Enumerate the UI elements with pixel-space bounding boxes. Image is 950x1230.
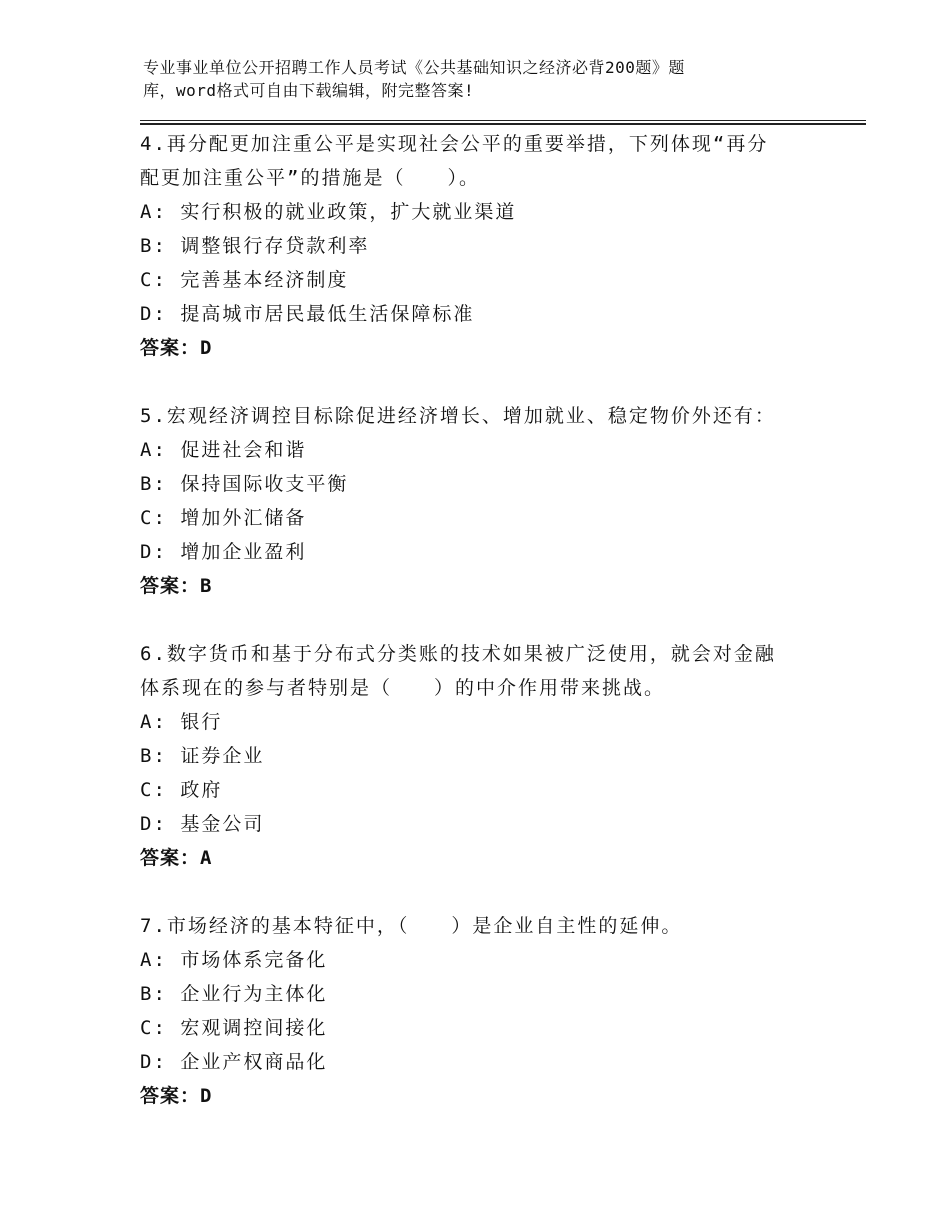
option-a: A: 实行积极的就业政策，扩大就业渠道 — [140, 201, 517, 223]
answer-label: 答案：D — [140, 1085, 213, 1107]
option-c: C: 政府 — [140, 779, 223, 801]
question-spacer — [140, 875, 840, 909]
question-stem-line: 配更加注重公平”的措施是（ ）。 — [140, 167, 480, 189]
question-stem-line: 4.再分配更加注重公平是实现社会公平的重要举措，下列体现“再分 — [140, 133, 769, 155]
question-stem-line: 体系现在的参与者特别是（ ）的中介作用带来挑战。 — [140, 677, 666, 699]
document-header — [143, 56, 783, 102]
option-b: B: 调整银行存贷款利率 — [140, 235, 370, 257]
answer-label: 答案：B — [140, 575, 213, 597]
option-c: C: 宏观调控间接化 — [140, 1017, 328, 1039]
header-divider-bottom — [140, 123, 866, 125]
option-d: D: 增加企业盈利 — [140, 541, 307, 563]
answer-label: 答案：A — [140, 847, 213, 869]
option-a: A: 促进社会和谐 — [140, 439, 307, 461]
option-d: D: 企业产权商品化 — [140, 1051, 328, 1073]
answer-label: 答案：D — [140, 337, 213, 359]
question-7 — [140, 909, 840, 1113]
question-spacer — [140, 365, 840, 399]
question-list — [140, 127, 840, 1113]
option-b: B: 证券企业 — [140, 745, 265, 767]
question-stem-line: 7.市场经济的基本特征中，（ ）是企业自主性的延伸。 — [140, 915, 683, 937]
header-divider-top — [140, 120, 866, 121]
option-b: B: 保持国际收支平衡 — [140, 473, 349, 495]
header-line-1: 专业事业单位公开招聘工作人员考试《公共基础知识之经济必背200题》题 — [143, 58, 685, 77]
option-b: B: 企业行为主体化 — [140, 983, 328, 1005]
question-stem-line: 6.数字货币和基于分布式分类账的技术如果被广泛使用，就会对金融 — [140, 643, 776, 665]
option-c: C: 完善基本经济制度 — [140, 269, 349, 291]
question-5 — [140, 399, 840, 603]
question-6 — [140, 637, 840, 875]
option-a: A: 银行 — [140, 711, 223, 733]
option-d: D: 提高城市居民最低生活保障标准 — [140, 303, 475, 325]
option-d: D: 基金公司 — [140, 813, 265, 835]
question-stem-line: 5.宏观经济调控目标除促进经济增长、增加就业、稳定物价外还有： — [140, 405, 776, 427]
question-spacer — [140, 603, 840, 637]
option-c: C: 增加外汇储备 — [140, 507, 307, 529]
option-a: A: 市场体系完备化 — [140, 949, 328, 971]
header-line-2: 库，word格式可自由下载编辑，附完整答案! — [143, 81, 475, 100]
question-4 — [140, 127, 840, 365]
